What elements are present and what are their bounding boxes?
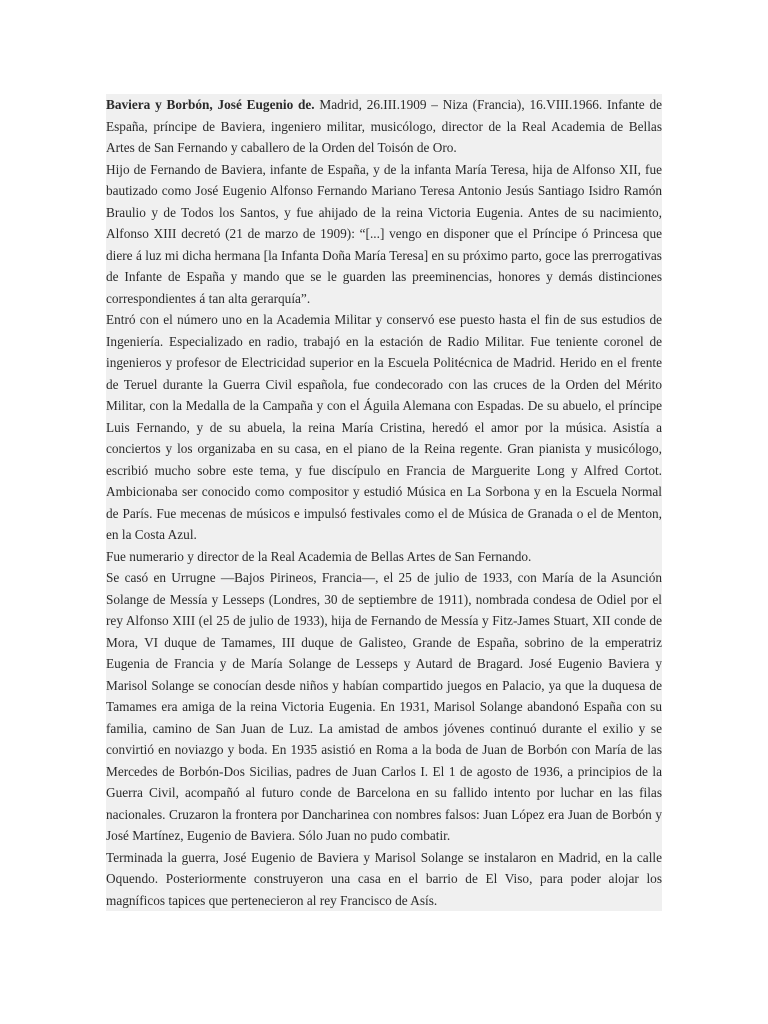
paragraph-academy: Fue numerario y director de la Real Academia de Bellas Artes de San Fernando.: [106, 548, 532, 564]
paragraph-intro: [106, 94, 662, 159]
paragraph-postwar: Terminada la guerra, José Eugenio de Baviera y Marisol Solange se instalaron en Madrid, en la calle Oquendo. Posteriormente construyeron una casa en el barrio de El Viso, para poder alojar los magníficos tapices que pertenecieron al rey Francisco de Asís.: [106, 849, 662, 908]
paragraph-career: Entró con el número uno en la Academia Militar y conservó ese puesto hasta el fin de sus estudios de Ingeniería. Especializado en radio, trabajó en la estación de Radio Militar. Fue teniente coronel de ingenieros y profesor de Electricidad superior en la Escuela Politécnica de Madrid. Herido en el frente de Teruel durante la Guerra Civil española, fue condecorado con las cruces de la Orden del Mérito Militar, con la Medalla de la Campaña y con el Águila Alemana con Espadas. De su abuelo, el príncipe Luis Fernando, y de su abuela, la reina María Cristina, heredó el amor por la música. Asistía a conciertos y los organizaba en su casa, en el piano de la Reina regente. Gran pianista y musicólogo, escribió mucho sobre este tema, y fue discípulo en Francia de Marguerite Long y Alfred Cortot. Ambicionaba ser conocido como compositor y estudió Música en La Sorbona y en la Escuela Normal de París. Fue mecenas de músicos e impulsó festivales como el de Música de Granada o el de Menton, en la Costa Azul.: [106, 312, 662, 542]
intro-text: Madrid, 26.III.1909 – Niza (Francia), 16.VIII.1966. Infante de España, príncipe de Baviera, ingeniero militar, musicólogo, director de la Real Academia de Bellas Artes de San Fernando y caballero de la Orden del Toisón de Oro.: [106, 97, 662, 155]
entry-heading: Baviera y Borbón, José Eugenio de.: [106, 97, 315, 112]
paragraph-marriage: Se casó en Urrugne —Bajos Pirineos, Francia—, el 25 de julio de 1933, con María de la Asunción Solange de Messía y Lesseps (Londres, 30 de septiembre de 1911), nombrada condesa de Odiel por el rey Alfonso XIII (el 25 de julio de 1933), hija de Fernando de Messía y Fitz-James Stuart, XII conde de Mora, VI duque de Tamames, III duque de Galisteo, Grande de España, sobrino de la emperatriz Eugenia de Francia y de María Solange de Lesseps y Autard de Bragard. José Eugenio Baviera y Marisol Solange se conocían desde niños y habían compartido juegos en Palacio, ya que la duquesa de Tamames era amiga de la reina Victoria Eugenia. En 1931, Marisol Solange abandonó España con su familia, camino de San Juan de Luz. La amistad de ambos jóvenes continuó durante el exilio y se convirtió en noviazgo y boda. En 1935 asistió en Roma a la boda de Juan de Borbón con María de las Mercedes de Borbón-Dos Sicilias, padres de Juan Carlos I. El 1 de agosto de 1936, a principios de la Guerra Civil, acompañó al futuro conde de Barcelona en su fallido intento por luchar en las filas nacionales. Cruzaron la frontera por Dancharinea con nombres falsos: Juan López era Juan de Borbón y José Martínez, Eugenio de Baviera. Sólo Juan no pudo combatir.: [106, 570, 662, 843]
paragraph-family: Hijo de Fernando de Baviera, infante de España, y de la infanta María Teresa, hija de Alfonso XII, fue bautizado como José Eugenio Alfonso Fernando Mariano Teresa Antonio Jesús Santiago Isidro Ramón Braulio y de Todos los Santos, y fue ahijado de la reina Victoria Eugenia. Antes de su nacimiento, Alfonso XIII decretó (21 de marzo de 1909): “[...] vengo en disponer que el Príncipe ó Princesa que diere á luz mi dicha hermana [la Infanta Doña María Teresa] en su próximo parto, goce las prerrogativas de Infante de España y mando que se le guarden las preeminencias, honores y demás distinciones correspondientes á tan alta gerarquía”.: [106, 161, 662, 306]
biography-text-block: [106, 94, 662, 911]
